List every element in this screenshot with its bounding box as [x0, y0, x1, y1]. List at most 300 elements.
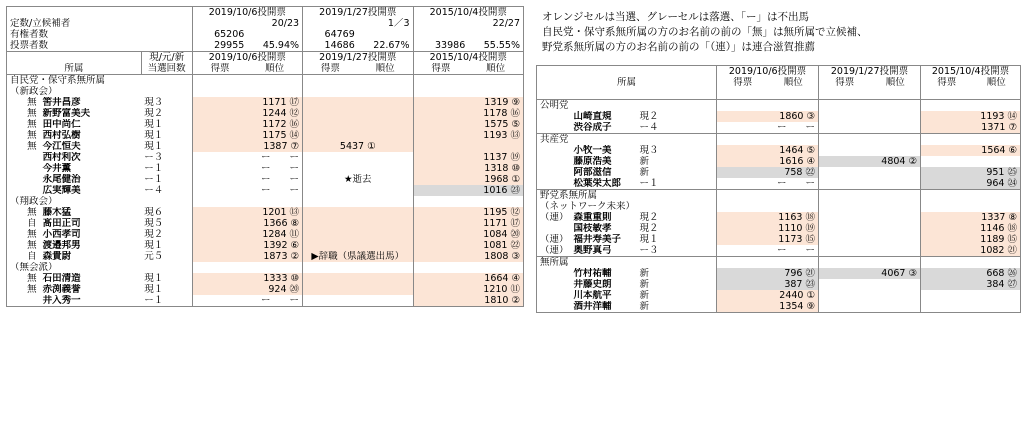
votes-cell: 1371 ⑦	[921, 122, 1021, 134]
candidate-name: 渡邉邦男	[42, 240, 81, 251]
group-label: 公明党	[537, 100, 717, 112]
status-cell: 新	[639, 156, 650, 167]
subgroup-row	[7, 262, 524, 273]
votes-header: 得票	[413, 63, 468, 75]
votes-cell: 1110 ⑲	[717, 223, 819, 234]
votes-cell	[413, 141, 523, 152]
summary-value	[468, 29, 523, 40]
candidate-name: 井入秀一	[42, 295, 81, 306]
votes-cell: 1810 ②	[413, 295, 523, 307]
rank-header: 順位	[468, 63, 523, 75]
party-prefix: 無	[7, 240, 40, 251]
right-results-table	[536, 65, 1021, 313]
votes-cell: 1284 ⑪	[192, 229, 302, 240]
terms-header: 当選回数	[141, 63, 192, 75]
column-header-row	[7, 63, 524, 75]
status-cell: 現２	[639, 111, 659, 122]
votes-cell	[921, 156, 1021, 167]
votes-cell	[303, 295, 413, 307]
votes-cell: 1201 ⑬	[192, 207, 302, 218]
candidate-name: 小牧一美	[573, 145, 612, 156]
blank-cell	[303, 86, 413, 97]
candidate-row	[537, 156, 1021, 167]
votes-cell: 1173 ⑮	[717, 234, 819, 245]
blank-cell	[677, 212, 717, 223]
blank-cell	[717, 88, 819, 100]
votes-cell: 1354 ⑨	[717, 301, 819, 313]
summary-row	[7, 40, 524, 52]
election-date: 2019/10/6投開票	[717, 66, 819, 78]
blank-cell	[108, 152, 141, 163]
votes-cell	[303, 152, 413, 163]
candidate-row	[7, 295, 524, 307]
blank-cell	[677, 111, 717, 122]
blank-cell	[108, 229, 141, 240]
summary-value: 45.94%	[247, 40, 302, 52]
summary-value	[413, 18, 468, 29]
candidate-name: 石田清造	[42, 273, 81, 284]
party-prefix: 自	[7, 218, 40, 229]
candidate-row	[7, 119, 524, 130]
blank-cell	[677, 156, 717, 167]
candidate-name: 阿部滋信	[573, 167, 612, 178]
subgroup-row	[7, 196, 524, 207]
votes-cell: ▶辞職（県議選出馬）	[303, 251, 413, 262]
election-date: 2019/1/27投開票	[819, 66, 921, 78]
blank-cell	[921, 134, 1021, 146]
votes-cell	[303, 207, 413, 218]
candidate-row	[7, 229, 524, 240]
candidate-name: 山崎直規	[573, 111, 612, 122]
candidate-row	[7, 273, 524, 284]
blank-cell	[677, 301, 717, 313]
blank-cell	[108, 141, 141, 152]
votes-cell: 1387 ⑦	[192, 141, 302, 152]
candidate-name: 川本航平	[573, 290, 612, 301]
votes-cell	[819, 290, 921, 301]
votes-cell: ★逝去	[303, 174, 413, 185]
party-prefix	[537, 145, 571, 156]
party-prefix: 自	[7, 251, 40, 262]
status-cell: 現２	[141, 108, 192, 119]
votes-cell: 387 ㉓	[717, 279, 819, 290]
blank-cell	[921, 190, 1021, 202]
summary-value	[303, 18, 358, 29]
blank-cell	[192, 75, 302, 87]
column-header-row	[537, 77, 1021, 88]
candidate-row	[537, 301, 1021, 313]
blank-cell	[303, 196, 413, 207]
blank-cell	[677, 245, 717, 257]
candidate-row	[7, 251, 524, 262]
candidate-row	[7, 284, 524, 295]
subgroup-label: （新政会）	[7, 86, 193, 97]
summary-value: 55.55%	[468, 40, 523, 52]
summary-label: 投票者数	[7, 40, 193, 52]
votes-cell	[303, 218, 413, 229]
election-header-row	[537, 66, 1021, 78]
summary-value: 65206	[192, 29, 247, 40]
blank-cell	[108, 174, 141, 185]
votes-cell	[921, 290, 1021, 301]
votes-cell	[303, 97, 413, 108]
votes-cell	[303, 108, 413, 119]
summary-value	[192, 18, 247, 29]
votes-cell: 1575 ⑤	[413, 119, 523, 130]
candidate-row	[7, 141, 524, 152]
blank-cell	[303, 262, 413, 273]
status-cell: ー３	[639, 245, 659, 256]
blank-cell	[717, 100, 819, 112]
blank-cell	[717, 201, 819, 212]
votes-cell: 964 ㉔	[921, 178, 1021, 190]
candidate-row	[7, 108, 524, 119]
votes-cell	[303, 130, 413, 141]
summary-value: 1／3	[358, 18, 413, 29]
votes-cell	[303, 284, 413, 295]
party-prefix	[537, 223, 571, 234]
election-date: 2019/1/27投開票	[303, 52, 413, 64]
blank-cell	[717, 190, 819, 202]
status-cell: 新	[639, 301, 650, 312]
note-line: オレンジセルは当選、グレーセルは落選、「ー」は不出馬	[542, 11, 810, 23]
candidate-row	[537, 145, 1021, 156]
status-cell: 元５	[141, 251, 192, 262]
party-prefix	[7, 295, 40, 307]
votes-cell	[303, 229, 413, 240]
party-prefix	[537, 167, 571, 178]
candidate-row	[537, 111, 1021, 122]
votes-cell	[819, 223, 921, 234]
votes-cell	[819, 279, 921, 290]
subgroup-row	[7, 86, 524, 97]
blank-cell	[108, 97, 141, 108]
blank-cell	[819, 88, 921, 100]
rank-header: 順位	[973, 77, 1021, 88]
election-date: 2015/10/4投開票	[413, 52, 523, 64]
party-prefix: 無	[7, 273, 40, 284]
candidate-name: 森重重則	[573, 212, 612, 223]
party-prefix	[537, 178, 571, 190]
group-label: 共産党	[537, 134, 717, 146]
candidate-row	[537, 245, 1021, 257]
rank-header: 順位	[247, 63, 302, 75]
votes-cell: 668 ㉖	[921, 268, 1021, 279]
candidate-row	[7, 207, 524, 218]
blank-cell	[108, 130, 141, 141]
party-prefix: 無	[7, 284, 40, 295]
party-prefix	[537, 111, 571, 122]
group-row	[537, 190, 1021, 202]
candidate-row	[7, 97, 524, 108]
candidate-name: 渋谷成子	[573, 122, 612, 133]
votes-cell: ー ー	[717, 122, 819, 134]
party-prefix: 無	[7, 108, 40, 119]
party-prefix: 無	[7, 130, 40, 141]
summary-value	[413, 29, 468, 40]
note-line: 野党系無所属の方のお名前の前の「（連）」は連合滋賀推薦	[542, 41, 815, 53]
candidate-row	[537, 212, 1021, 223]
candidate-row	[7, 218, 524, 229]
status-cell: ー１	[141, 163, 192, 174]
group-row	[7, 75, 524, 87]
party-prefix	[537, 290, 571, 301]
summary-label: 定数/立候補者	[7, 18, 193, 29]
blank-cell	[108, 218, 141, 229]
candidate-name: 国枝敏孝	[573, 223, 612, 234]
candidate-name: 竹村祐輔	[573, 268, 612, 279]
votes-cell: 2440 ①	[717, 290, 819, 301]
votes-cell: 1016 ㉓	[413, 185, 523, 196]
blank-cell	[717, 257, 819, 269]
votes-cell	[819, 234, 921, 245]
votes-cell: 1171 ⑰	[192, 97, 302, 108]
blank-cell	[677, 167, 717, 178]
summary-label: 有権者数	[7, 29, 193, 40]
candidate-name: 酒井洋輔	[573, 301, 612, 312]
blank-cell	[108, 207, 141, 218]
candidate-row	[7, 185, 524, 196]
candidate-row	[7, 174, 524, 185]
status-cell: 新	[639, 268, 650, 279]
party-prefix	[537, 301, 571, 313]
votes-cell: 1210 ⑪	[413, 284, 523, 295]
party-prefix: （連）	[537, 212, 571, 223]
rank-header: 順位	[769, 77, 819, 88]
votes-cell: 1244 ⑫	[192, 108, 302, 119]
votes-cell: 1318 ⑩	[413, 163, 523, 174]
votes-cell: 1084 ⑳	[413, 229, 523, 240]
votes-cell: ー ー	[192, 152, 302, 163]
blank-cell	[192, 262, 302, 273]
election-date: 2015/10/4投開票	[413, 7, 523, 19]
status-cell: 現１	[141, 240, 192, 251]
votes-cell: 924 ⑳	[192, 284, 302, 295]
candidate-name: 奥野真弓	[573, 245, 612, 256]
blank-cell	[413, 196, 523, 207]
summary-value	[247, 29, 302, 40]
votes-cell: ー ー	[192, 185, 302, 196]
party-prefix: 無	[7, 97, 40, 108]
blank-cell	[677, 234, 717, 245]
blank-cell	[677, 223, 717, 234]
votes-cell: 1189 ⑮	[921, 234, 1021, 245]
candidate-name: 藤木猛	[42, 207, 72, 218]
election-date: 2019/10/6投開票	[192, 7, 302, 19]
votes-cell	[819, 301, 921, 313]
status-header: 現/元/新	[141, 52, 192, 64]
votes-cell	[303, 119, 413, 130]
votes-cell: 951 ㉕	[921, 167, 1021, 178]
blank-cell	[7, 52, 142, 64]
status-cell: ー４	[639, 122, 659, 133]
party-prefix	[537, 156, 571, 167]
votes-cell: 1860 ③	[717, 111, 819, 122]
candidate-name: 髙田正司	[42, 218, 81, 229]
votes-cell: ー ー	[717, 178, 819, 190]
candidate-name: 福井寿美子	[573, 234, 622, 245]
candidate-name: 広実輝美	[42, 185, 81, 196]
blank-cell	[537, 66, 717, 78]
column-header-row	[7, 52, 524, 64]
blank-cell	[537, 88, 717, 100]
summary-value: 22.67%	[358, 40, 413, 52]
party-prefix: （連）	[537, 234, 571, 245]
status-cell: ー１	[141, 295, 192, 307]
candidate-row	[537, 279, 1021, 290]
summary-row	[7, 29, 524, 40]
group-label: 野党系無所属	[537, 190, 717, 202]
blank-cell	[819, 201, 921, 212]
left-results-table	[6, 6, 524, 307]
party-prefix	[537, 279, 571, 290]
party-prefix: 無	[7, 141, 40, 152]
blank-cell	[677, 178, 717, 190]
status-cell: 現３	[639, 145, 659, 156]
party-prefix	[7, 185, 40, 196]
summary-value: 14686	[303, 40, 358, 52]
votes-cell: 1968 ①	[413, 174, 523, 185]
group-row	[537, 100, 1021, 112]
party-prefix	[7, 152, 40, 163]
votes-cell: ー ー	[192, 163, 302, 174]
status-cell: ー１	[639, 178, 659, 189]
votes-cell: 1172 ⑯	[192, 119, 302, 130]
votes-header: 得票	[717, 77, 769, 88]
votes-cell: 1616 ④	[717, 156, 819, 167]
votes-cell	[819, 212, 921, 223]
blank-cell	[108, 108, 141, 119]
votes-cell	[303, 273, 413, 284]
affiliation-header: 所属	[7, 63, 142, 75]
votes-cell: 1664 ④	[413, 273, 523, 284]
status-cell: 現１	[141, 273, 192, 284]
blank-cell	[192, 196, 302, 207]
blank-cell	[108, 295, 141, 307]
summary-value: 33986	[413, 40, 468, 52]
group-label: 自民党・保守系無所属	[7, 75, 193, 87]
party-prefix: 無	[7, 207, 40, 218]
blank-cell	[677, 279, 717, 290]
status-cell: 現５	[141, 218, 192, 229]
votes-cell: 1873 ②	[192, 251, 302, 262]
candidate-name: 筈井昌彦	[42, 97, 81, 108]
candidate-name: 新野富美夫	[42, 108, 91, 119]
status-cell: 新	[639, 290, 650, 301]
blank-cell	[717, 134, 819, 146]
party-prefix: 無	[7, 119, 40, 130]
election-header-row	[7, 7, 524, 19]
votes-cell: 758 ㉒	[717, 167, 819, 178]
votes-cell	[303, 185, 413, 196]
candidate-name: 松葉栄太郎	[573, 178, 622, 189]
blank-cell	[921, 100, 1021, 112]
candidate-row	[7, 152, 524, 163]
candidate-name: 小西孝司	[42, 229, 81, 240]
votes-cell: 1137 ⑲	[413, 152, 523, 163]
status-cell: 現２	[639, 212, 659, 223]
note-line: 自民党・保守系無所属の方のお名前の前の「無」は無所属で立候補、	[542, 26, 868, 38]
summary-value	[358, 29, 413, 40]
candidate-row	[537, 268, 1021, 279]
blank-cell	[7, 7, 193, 19]
votes-cell: ー ー	[717, 245, 819, 257]
candidate-name: 今井薫	[42, 163, 72, 174]
candidate-name: 藤原浩美	[573, 156, 612, 167]
status-cell: 現３	[141, 97, 192, 108]
candidate-name: 赤渕義誉	[42, 284, 81, 295]
summary-row	[7, 18, 524, 29]
party-prefix: 無	[7, 229, 40, 240]
votes-cell: 1193 ⑭	[921, 111, 1021, 122]
party-prefix: （連）	[537, 245, 571, 257]
status-cell: 新	[639, 279, 650, 290]
candidate-row	[537, 234, 1021, 245]
blank-cell	[819, 134, 921, 146]
status-cell: 新	[639, 167, 650, 178]
candidate-row	[537, 167, 1021, 178]
votes-cell: 1193 ⑬	[413, 130, 523, 141]
blank-cell	[303, 75, 413, 87]
candidate-row	[7, 163, 524, 174]
summary-value: 29955	[192, 40, 247, 52]
party-prefix	[7, 163, 40, 174]
votes-cell	[819, 178, 921, 190]
votes-cell: 1175 ⑭	[192, 130, 302, 141]
election-date: 2015/10/4投開票	[921, 66, 1021, 78]
candidate-row	[7, 130, 524, 141]
candidate-row	[537, 223, 1021, 234]
candidate-name: 西村弘樹	[42, 130, 81, 141]
subgroup-label: （翔政会）	[7, 196, 193, 207]
candidate-name: 永尾健治	[42, 174, 81, 185]
blank-cell	[413, 75, 523, 87]
votes-cell: 1333 ⑩	[192, 273, 302, 284]
votes-header: 得票	[921, 77, 973, 88]
votes-cell: 1337 ⑧	[921, 212, 1021, 223]
subgroup-row	[537, 201, 1021, 212]
votes-cell: 4804 ②	[819, 156, 921, 167]
group-label: 無所属	[537, 257, 717, 269]
votes-header: 得票	[819, 77, 871, 88]
blank-cell	[108, 163, 141, 174]
votes-cell: ー ー	[192, 174, 302, 185]
votes-cell: 1163 ⑱	[717, 212, 819, 223]
blank-cell	[677, 268, 717, 279]
votes-cell	[819, 167, 921, 178]
blank-cell	[921, 88, 1021, 100]
votes-cell: 1564 ⑥	[921, 145, 1021, 156]
blank-cell	[413, 262, 523, 273]
blank-cell	[819, 257, 921, 269]
rank-header: 順位	[358, 63, 413, 75]
blank-cell	[413, 86, 523, 97]
blank-cell	[921, 201, 1021, 212]
blank-cell	[677, 290, 717, 301]
blank-cell	[108, 185, 141, 196]
votes-cell	[819, 145, 921, 156]
votes-cell: 5437 ①	[303, 141, 413, 152]
candidate-name: 今江恒夫	[42, 141, 81, 152]
blank-cell	[819, 190, 921, 202]
votes-cell: 1319 ⑨	[413, 97, 523, 108]
candidate-name: 森貴尉	[42, 251, 72, 262]
votes-cell: 1178 ⑯	[413, 108, 523, 119]
votes-header: 得票	[303, 63, 358, 75]
status-cell: 現２	[141, 229, 192, 240]
votes-cell: 1195 ⑫	[413, 207, 523, 218]
spacer-row	[537, 88, 1021, 100]
